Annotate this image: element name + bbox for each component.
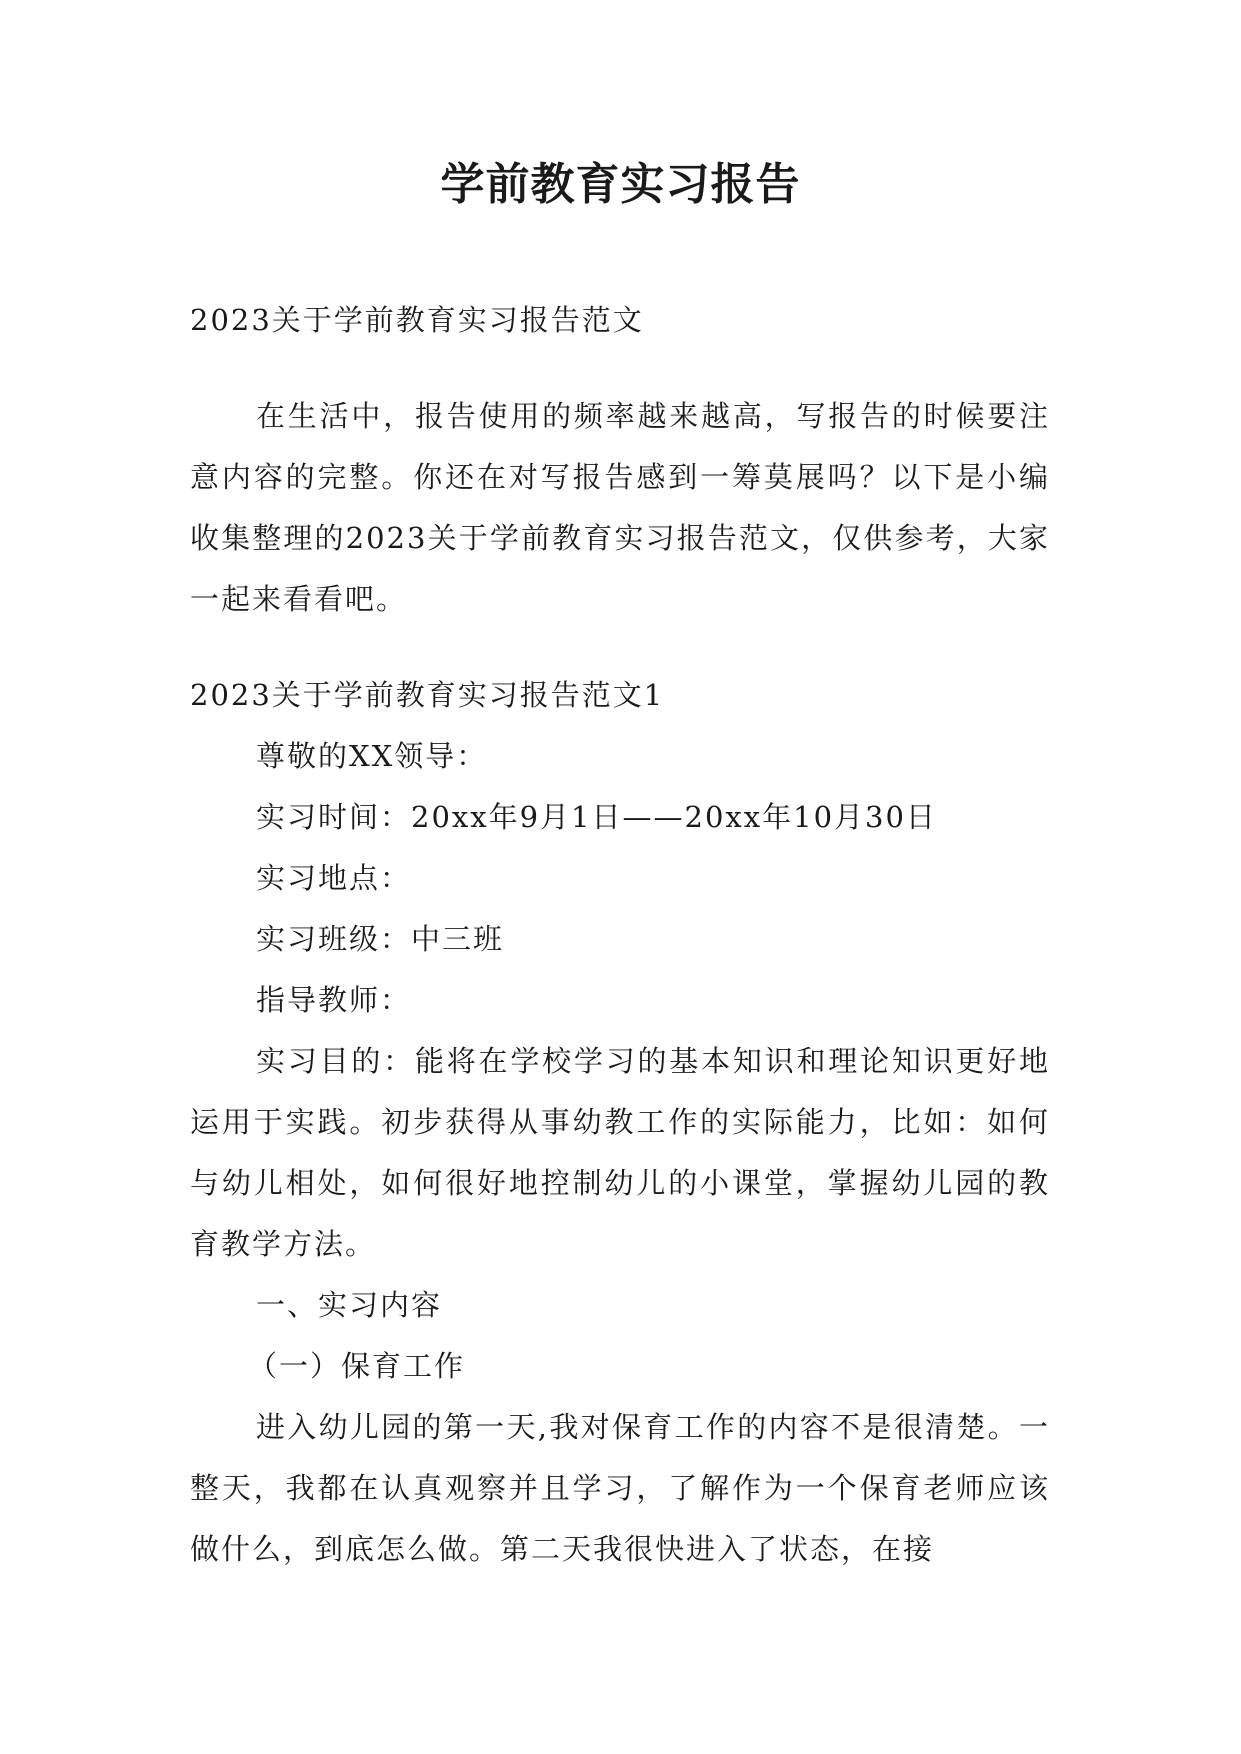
intro-paragraph: 在生活中，报告使用的频率越来越高，写报告的时候要注意内容的完整。你还在对写报告感到一筹莫展吗？以下是小编收集整理的2023关于学前教育实习报告范文，仅供参考，大家一起来看看吧。 bbox=[190, 399, 1050, 616]
section-heading: 2023关于学前教育实习报告范文1 bbox=[190, 678, 665, 712]
content-heading: 一、实习内容 bbox=[256, 1288, 443, 1322]
supervisor: 指导教师： bbox=[256, 983, 412, 1017]
salutation: 尊敬的XX领导： bbox=[256, 739, 488, 773]
internship-time: 实习时间：20xx年9月1日——20xx年10月30日 bbox=[256, 800, 937, 834]
document-subtitle: 2023关于学前教育实习报告范文 bbox=[190, 303, 644, 337]
spacer bbox=[190, 351, 1050, 386]
document-body bbox=[190, 290, 1050, 1580]
sub-heading: （一）保育工作 bbox=[248, 1349, 466, 1383]
spacer bbox=[190, 630, 1050, 665]
internship-class: 实习班级：中三班 bbox=[256, 922, 505, 956]
purpose-paragraph: 实习目的：能将在学校学习的基本知识和理论知识更好地运用于实践。初步获得从事幼教工作的实际能力，比如：如何与幼儿相处，如何很好地控制幼儿的小课堂，掌握幼儿园的教育教学方法。 bbox=[190, 1044, 1050, 1261]
internship-location: 实习地点： bbox=[256, 861, 412, 895]
care-paragraph: 进入幼儿园的第一天,我对保育工作的内容不是很清楚。一整天，我都在认真观察并且学习，了解作为一个保育老师应该做什么，到底怎么做。第二天我很快进入了状态，在接 bbox=[190, 1410, 1050, 1566]
document-title: 学前教育实习报告 bbox=[440, 159, 801, 210]
